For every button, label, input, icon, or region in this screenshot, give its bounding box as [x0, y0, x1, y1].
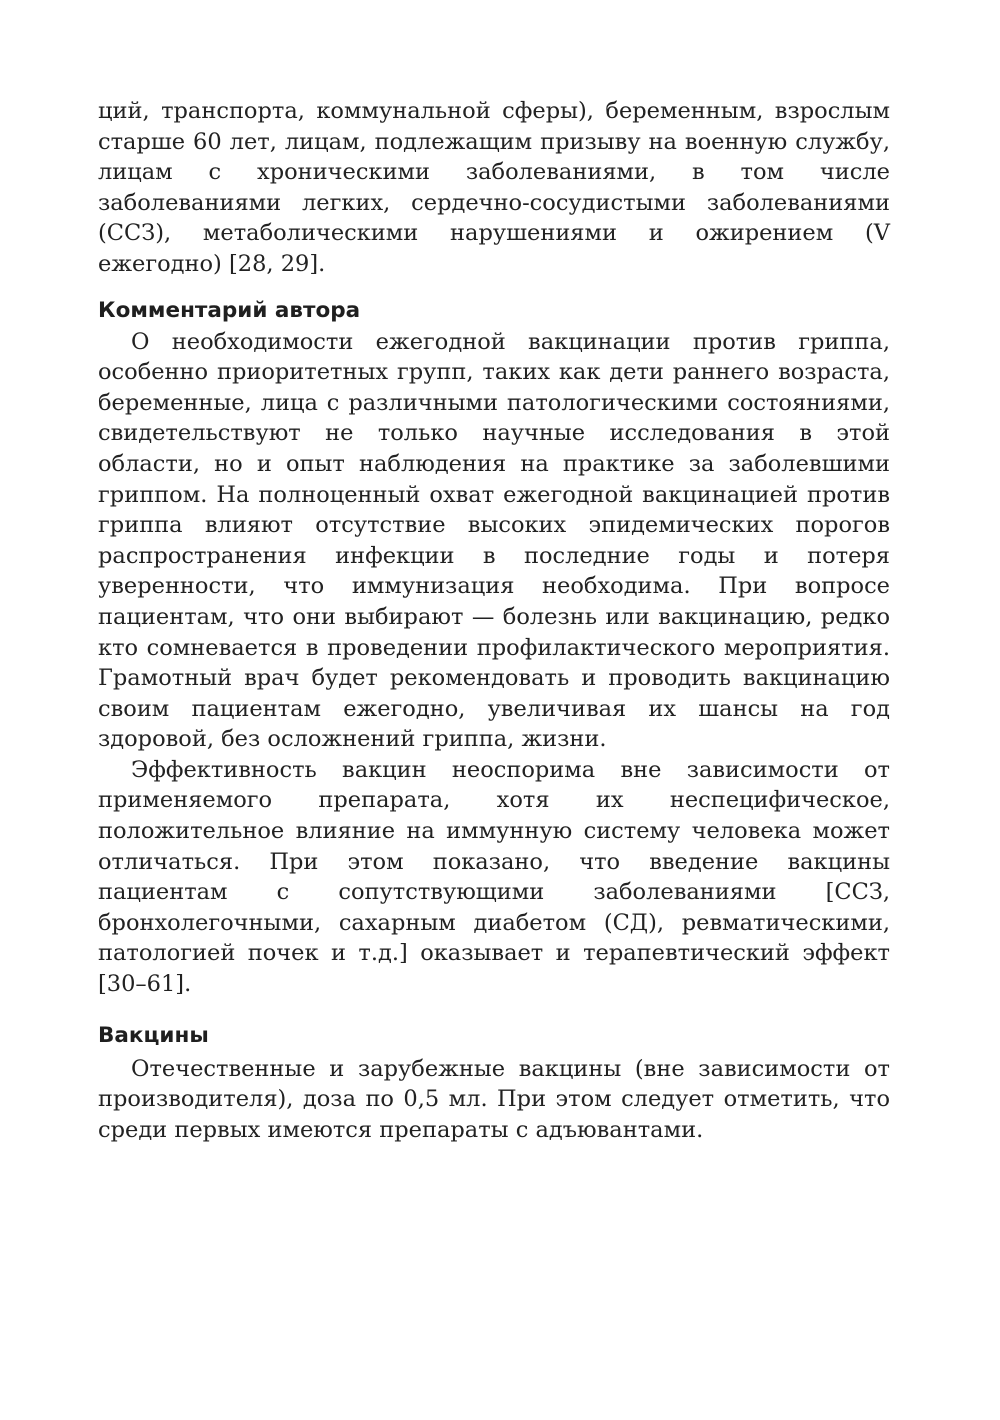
heading-vaccines: Вакцины	[98, 1022, 209, 1048]
paragraph-vaccine-effectiveness: Эффективность вакцин неоспорима вне зависимости от применяемого препарата, хотя их неспецифическое, положительное влияние на иммунную систему человека может отличаться. При этом показано, что введение вакцины пациентам с сопутствующими заболеваниями [ССЗ, бронхолегочными, сахарным диабетом (СД), ревматическими, патологией почек и т.д.] оказывает и терапевтический эффект [30–61].	[98, 756, 890, 998]
heading-author-comment: Комментарий автора	[98, 297, 361, 323]
paragraph-continuation: ций, транспорта, коммунальной сферы), беременным, взрослым старше 60 лет, лицам, подлежащим призыву на военную службу, лицам с хроническими заболеваниями, в том числе заболеваниями легких, сердечно-сосудистыми заболеваниями (ССЗ), метаболическими нарушениями и ожирением (V ежегодно) [28, 29].	[98, 98, 890, 277]
page-content	[98, 96, 890, 1145]
paragraph-vaccination-necessity: О необходимости ежегодной вакцинации против гриппа, особенно приоритетных групп, таких как дети раннего возраста, беременные, лица с различными патологическими состояниями, свидетельствуют не только научные исследования в этой области, но и опыт наблюдения на практике за заболевшими гриппом. На полноценный охват ежегодной вакцинацией против гриппа влияют отсутствие высоких эпидемических порогов распространения инфекции в последние годы и потеря уверенности, что иммунизация необходима. При вопросе пациентам, что они выбирают — болезнь или вакцинацию, редко кто сомневается в проведении профилактического мероприятия. Грамотный врач будет рекомендовать и проводить вакцинацию своим пациентам ежегодно, увеличивая их шансы на год здоровой, без осложнений гриппа, жизни.	[98, 328, 890, 753]
paragraph-vaccines-description: Отечественные и зарубежные вакцины (вне зависимости от производителя), доза по 0,5 мл. При этом следует отметить, что среди первых имеются препараты с адъювантами.	[98, 1055, 890, 1143]
